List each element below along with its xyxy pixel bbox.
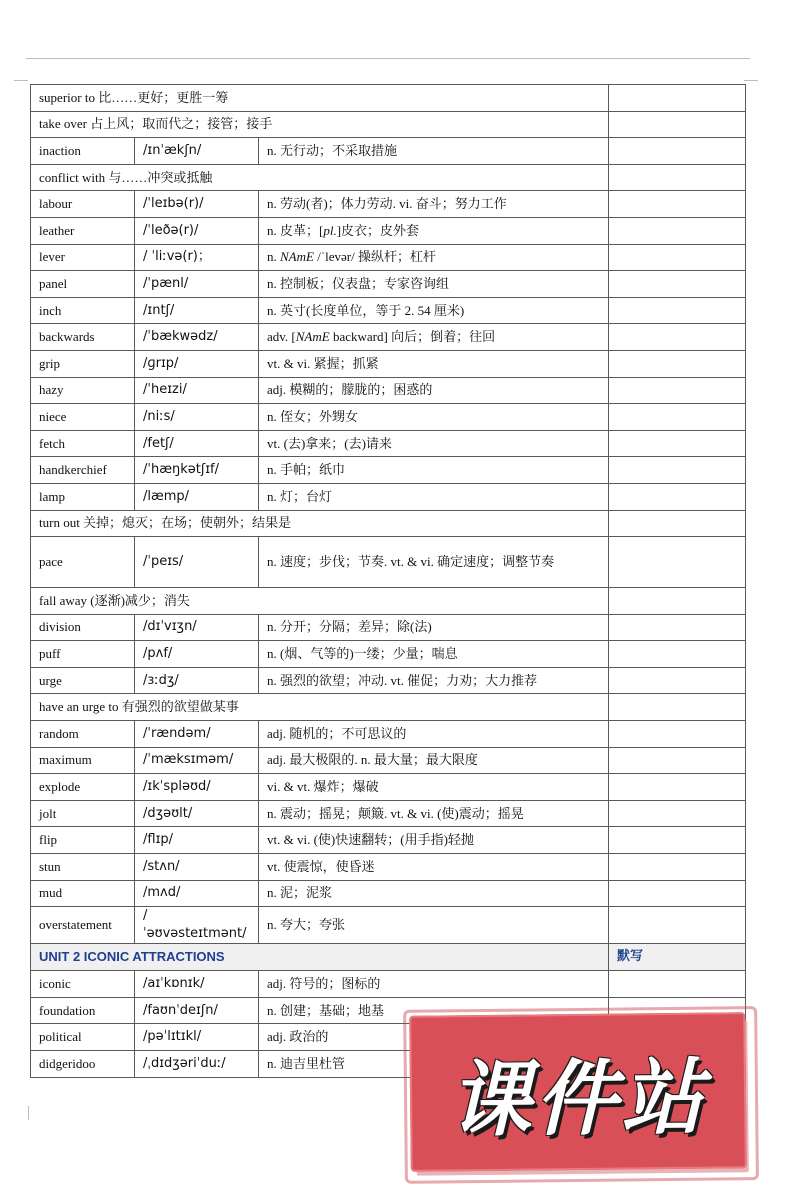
word-cell: leather: [31, 217, 135, 244]
vocab-row: [31, 854, 746, 881]
definition-cell: n. 震动；摇晃；颠簸. vt. & vi. (使)震动；摇晃: [259, 800, 609, 827]
phonetic-cell: /faʊnˈdeɪʃn/: [135, 997, 259, 1024]
dictation-header: 默写: [609, 944, 746, 971]
phonetic-cell: /ɪnˈækʃn/: [135, 138, 259, 165]
definition-cell: adj. 最大极限的. n. 最大量；最大限度: [259, 747, 609, 774]
word-cell: pace: [31, 537, 135, 588]
dictation-cell: [609, 747, 746, 774]
definition-cell: n. 速度；步伐；节奏. vt. & vi. 确定速度；调整节奏: [259, 537, 609, 588]
definition-cell: n. NAmE /ˈlevər/ 操纵杆；杠杆: [259, 244, 609, 271]
dictation-cell: [609, 510, 746, 537]
vocab-row: [31, 377, 746, 404]
word-cell: labour: [31, 191, 135, 218]
phonetic-cell: /ˈbækwədz/: [135, 324, 259, 351]
dictation-cell: [609, 271, 746, 298]
phrase-row: [31, 164, 746, 191]
word-cell: backwards: [31, 324, 135, 351]
word-cell: panel: [31, 271, 135, 298]
dictation-cell: [609, 350, 746, 377]
crop-mark-top-right: [744, 80, 758, 82]
phonetic-cell: /pəˈlɪtɪkl/: [135, 1024, 259, 1051]
dictation-cell: [609, 138, 746, 165]
dictation-cell: [609, 667, 746, 694]
definition-cell: vt. & vi. (使)快速翻转；(用手指)轻抛: [259, 827, 609, 854]
definition-cell: n. (烟、气等的)一缕；少量；喘息: [259, 641, 609, 668]
dictation-cell: [609, 588, 746, 615]
word-cell: inch: [31, 297, 135, 324]
vocab-row: [31, 614, 746, 641]
phrase-row: [31, 111, 746, 138]
definition-cell: n. 无行动；不采取措施: [259, 138, 609, 165]
definition-cell: adj. 随机的；不可思议的: [259, 721, 609, 748]
phrase-row: [31, 694, 746, 721]
definition-cell: n. 侄女；外甥女: [259, 404, 609, 431]
vocab-row: [31, 747, 746, 774]
vocab-row: [31, 350, 746, 377]
dictation-cell: [609, 827, 746, 854]
unit-title: UNIT 2 ICONIC ATTRACTIONS: [31, 944, 609, 971]
crop-mark-top-left: [14, 80, 28, 82]
vocab-row: [31, 721, 746, 748]
word-cell: inaction: [31, 138, 135, 165]
phonetic-cell: /ɪntʃ/: [135, 297, 259, 324]
phrase-cell: have an urge to 有强烈的欲望做某事: [31, 694, 609, 721]
dictation-cell: [609, 800, 746, 827]
phonetic-cell: /stʌn/: [135, 854, 259, 881]
dictation-cell: [609, 430, 746, 457]
word-cell: stun: [31, 854, 135, 881]
phonetic-cell: /ɪkˈspləʊd/: [135, 774, 259, 801]
phonetic-cell: /fetʃ/: [135, 430, 259, 457]
word-cell: mud: [31, 880, 135, 907]
dictation-cell: [609, 907, 746, 944]
vocab-row: [31, 907, 746, 944]
phonetic-cell: /ˈleðə(r)/: [135, 217, 259, 244]
dictation-cell: [609, 324, 746, 351]
definition-cell: n. 强烈的欲望；冲动. vt. 催促；力劝；大力推荐: [259, 667, 609, 694]
phrase-cell: fall away (逐渐)减少；消失: [31, 588, 609, 615]
phonetic-cell: /ˈəʊvəsteɪtmənt/: [135, 907, 259, 944]
word-cell: foundation: [31, 997, 135, 1024]
word-cell: division: [31, 614, 135, 641]
vocab-row: [31, 641, 746, 668]
phonetic-cell: /ˈpænl/: [135, 271, 259, 298]
vocab-row: [31, 324, 746, 351]
vocab-row: [31, 483, 746, 510]
word-cell: handkerchief: [31, 457, 135, 484]
word-cell: puff: [31, 641, 135, 668]
phonetic-cell: /dʒəʊlt/: [135, 800, 259, 827]
definition-cell: n. 泥；泥浆: [259, 880, 609, 907]
definition-cell: n. 手帕；纸巾: [259, 457, 609, 484]
phonetic-cell: /dɪˈvɪʒn/: [135, 614, 259, 641]
dictation-cell: [609, 694, 746, 721]
definition-cell: vt. 使震惊，使昏迷: [259, 854, 609, 881]
phonetic-cell: / ˈliːvə(r)；: [135, 244, 259, 271]
dictation-cell: [609, 85, 746, 112]
vocabulary-table-body: [31, 85, 746, 1078]
word-cell: didgeridoo: [31, 1051, 135, 1078]
word-cell: iconic: [31, 971, 135, 998]
vocab-row: [31, 217, 746, 244]
definition-cell: vt. (去)拿来；(去)请来: [259, 430, 609, 457]
word-cell: hazy: [31, 377, 135, 404]
vocab-row: [31, 404, 746, 431]
phonetic-cell: /ˈhæŋkətʃɪf/: [135, 457, 259, 484]
phonetic-cell: /niːs/: [135, 404, 259, 431]
watermark-logo: [409, 1012, 747, 1172]
vocab-row: [31, 667, 746, 694]
page-top-rule: [26, 58, 750, 59]
phonetic-cell: /ɜːdʒ/: [135, 667, 259, 694]
word-cell: political: [31, 1024, 135, 1051]
dictation-cell: [609, 191, 746, 218]
phonetic-cell: /aɪˈkɒnɪk/: [135, 971, 259, 998]
phrase-cell: take over 占上风；取而代之；接管；接手: [31, 111, 609, 138]
phonetic-cell: /ˈheɪzi/: [135, 377, 259, 404]
phonetic-cell: /ɡrɪp/: [135, 350, 259, 377]
phonetic-cell: /læmp/: [135, 483, 259, 510]
dictation-cell: [609, 111, 746, 138]
dictation-cell: [609, 483, 746, 510]
definition-cell: vi. & vt. 爆炸；爆破: [259, 774, 609, 801]
vocab-row: [31, 430, 746, 457]
vocab-row: [31, 971, 746, 998]
definition-cell: n. 分开；分隔；差异；除(法): [259, 614, 609, 641]
dictation-cell: [609, 854, 746, 881]
definition-cell: n. 迪吉里杜管: [259, 1051, 609, 1078]
phonetic-cell: /pʌf/: [135, 641, 259, 668]
crop-mark-bottom-left: [28, 1106, 30, 1120]
dictation-cell: [609, 641, 746, 668]
dictation-cell: [609, 217, 746, 244]
vocab-row: [31, 800, 746, 827]
dictation-cell: [609, 297, 746, 324]
word-cell: grip: [31, 350, 135, 377]
definition-cell: adj. 模糊的；朦胧的；困惑的: [259, 377, 609, 404]
vocabulary-table: [30, 84, 746, 1078]
vocab-row: [31, 537, 746, 588]
definition-cell: n. 创建；基础；地基: [259, 997, 609, 1024]
dictation-cell: [609, 971, 746, 998]
watermark-text: 课件站: [448, 1050, 708, 1148]
word-cell: jolt: [31, 800, 135, 827]
phrase-cell: conflict with 与……冲突或抵触: [31, 164, 609, 191]
phrase-cell: turn out 关掉；熄灭；在场；使朝外；结果是: [31, 510, 609, 537]
definition-cell: n. 控制板；仪表盘；专家咨询组: [259, 271, 609, 298]
dictation-cell: [609, 164, 746, 191]
phonetic-cell: /ˈrændəm/: [135, 721, 259, 748]
word-cell: fetch: [31, 430, 135, 457]
definition-cell: vt. & vi. 紧握；抓紧: [259, 350, 609, 377]
dictation-cell: [609, 537, 746, 588]
phonetic-cell: /ˌdɪdʒəriˈduː/: [135, 1051, 259, 1078]
vocab-row: [31, 138, 746, 165]
definition-cell: n. 夸大；夸张: [259, 907, 609, 944]
definition-cell: adv. [NAmE backward] 向后；倒着；往回: [259, 324, 609, 351]
dictation-cell: [609, 244, 746, 271]
phrase-cell: superior to 比……更好；更胜一筹: [31, 85, 609, 112]
definition-cell: adj. 符号的；图标的: [259, 971, 609, 998]
vocab-row: [31, 297, 746, 324]
dictation-cell: [609, 614, 746, 641]
dictation-cell: [609, 774, 746, 801]
dictation-cell: [609, 404, 746, 431]
phonetic-cell: /mʌd/: [135, 880, 259, 907]
unit-header-row: [31, 944, 746, 971]
vocab-row: [31, 774, 746, 801]
definition-cell: adj. 政治的: [259, 1024, 609, 1051]
word-cell: random: [31, 721, 135, 748]
definition-cell: n. 皮革；[pl.]皮衣；皮外套: [259, 217, 609, 244]
phonetic-cell: /ˈmæksɪməm/: [135, 747, 259, 774]
vocab-row: [31, 827, 746, 854]
dictation-cell: [609, 721, 746, 748]
word-cell: flip: [31, 827, 135, 854]
dictation-cell: [609, 457, 746, 484]
phonetic-cell: /flɪp/: [135, 827, 259, 854]
phonetic-cell: /ˈpeɪs/: [135, 537, 259, 588]
word-cell: urge: [31, 667, 135, 694]
dictation-cell: [609, 880, 746, 907]
vocab-row: [31, 271, 746, 298]
word-cell: maximum: [31, 747, 135, 774]
phrase-row: [31, 510, 746, 537]
word-cell: explode: [31, 774, 135, 801]
vocab-row: [31, 244, 746, 271]
word-cell: lever: [31, 244, 135, 271]
word-cell: overstatement: [31, 907, 135, 944]
definition-cell: n. 英寸(长度单位，等于 2. 54 厘米): [259, 297, 609, 324]
word-cell: niece: [31, 404, 135, 431]
vocab-row: [31, 191, 746, 218]
vocab-row: [31, 880, 746, 907]
phrase-row: [31, 588, 746, 615]
definition-cell: n. 劳动(者)；体力劳动. vi. 奋斗；努力工作: [259, 191, 609, 218]
vocab-row: [31, 457, 746, 484]
phonetic-cell: /ˈleɪbə(r)/: [135, 191, 259, 218]
definition-cell: n. 灯；台灯: [259, 483, 609, 510]
dictation-cell: [609, 377, 746, 404]
phrase-row: [31, 85, 746, 112]
word-cell: lamp: [31, 483, 135, 510]
